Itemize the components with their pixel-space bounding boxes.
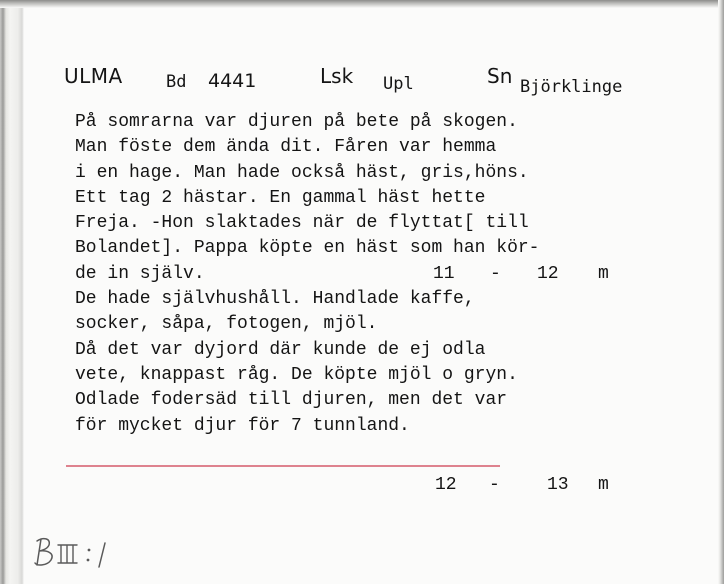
body-line-underlined: för mycket djur för 7 tunnland. [75,415,410,436]
body-line: På somrarna var djuren på bete på skogen. [75,112,518,132]
page-reference-row-2 [75,475,695,501]
parish-code: ULMA [64,64,123,88]
body-line: De hade självhushåll. Handlade kaffe, [75,289,475,310]
bd-label: Bd [166,72,187,92]
body-line: vete, knappast råg. De köpte mjöl o gryn. [75,364,518,385]
page-ref-unit: m [598,263,609,284]
body-line: Då det var dyjord där kunde de ej odla [75,339,486,360]
card-header [0,62,724,102]
red-underline-mark [66,464,500,468]
page-ref-from: 11 [433,263,455,284]
page-ref-from: 12 [435,475,457,495]
lsk-label: Lsk [320,64,354,88]
page-ref-dash: - [489,475,500,495]
body-line: i en hage. Man hade också häst, gris,höns. [75,162,529,183]
body-line: Ett tag 2 hästar. En gammal häst hette [75,187,486,208]
lsk-value: Upl [383,74,414,94]
page-reference-row [75,262,695,287]
body-line: Bolandet]. Pappa köpte en häst som han kör- [75,238,540,259]
handwritten-archive-mark [33,533,143,573]
card-top-edge [0,0,724,8]
bd-number: 4441 [208,70,257,92]
page-ref-unit: m [598,475,609,495]
page-ref-to: 12 [537,263,559,284]
body-line: Odlade fodersäd till djuren, men det var [75,390,508,411]
card-body-text [75,110,695,439]
body-line: Man föste dem ända dit. Fåren var hemma [75,137,497,158]
body-line: Freja. -Hon slaktades när de flyttat[ till [75,213,529,234]
body-line: de in själv. [75,263,205,284]
page-ref-to: 13 [547,475,569,495]
body-line: socker, såpa, fotogen, mjöl. [75,314,378,335]
page-ref-dash: - [490,263,501,284]
sn-value: Björklinge [520,77,623,97]
sn-label: Sn [487,64,513,88]
